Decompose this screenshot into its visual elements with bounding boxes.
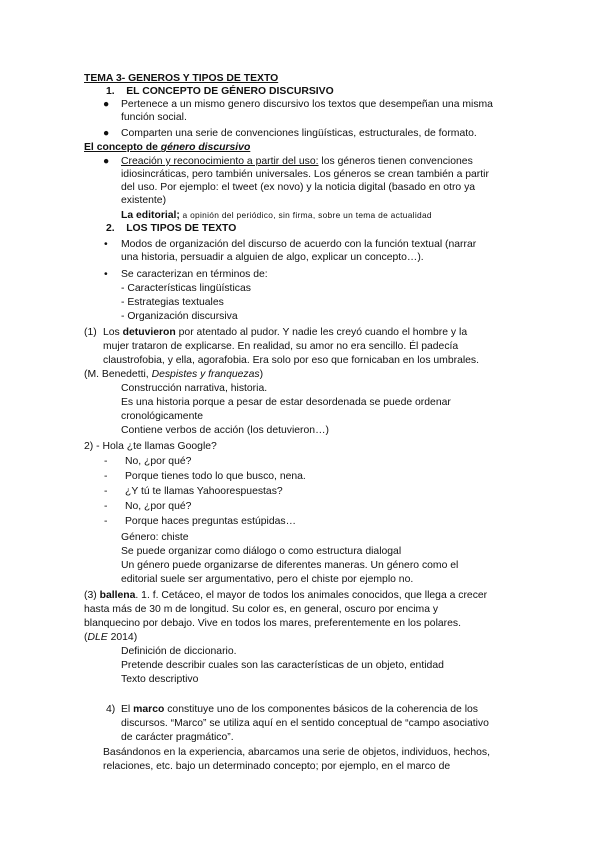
ex4-line-3: de carácter pragmático”.: [121, 732, 234, 743]
ex1-note-4: Contiene verbos de acción (los detuvieron…): [121, 425, 329, 436]
s2-item-3: - Organización discursiva: [121, 311, 238, 322]
dialog-line: Porque tienes todo lo que busco, nena.: [125, 471, 306, 482]
concept-bullet-line-4: existente): [121, 195, 167, 206]
ex3-source-em: DLE: [87, 632, 108, 643]
ex3-number: (3): [84, 590, 100, 601]
ex3-note-2: Pretende describir cuales son las características de un objeto, entidad: [121, 660, 444, 671]
dialog-dash: -: [104, 501, 108, 512]
ex3-line-1: [84, 590, 487, 603]
concept-label-pre: El concepto de: [84, 142, 161, 153]
ex1-line-1: [103, 327, 467, 340]
ex2-note-2: Se puede organizar como diálogo o como estructura dialogal: [121, 546, 402, 557]
ex1-line-1-pre: Los: [103, 327, 123, 338]
section-1-heading: 1. EL CONCEPTO DE GÉNERO DISCURSIVO: [106, 86, 334, 97]
editorial-label: La editorial;: [121, 210, 180, 221]
s2-item-1: - Características lingüísticas: [121, 283, 251, 294]
ex4-line-1: [121, 704, 478, 717]
ex4-line-1-bold: marco: [133, 704, 165, 715]
dialog-line: ¿Y tú te llamas Yahoorespuestas?: [125, 486, 283, 497]
ex1-source-post: ): [259, 369, 264, 380]
bullet-icon: ●: [103, 128, 110, 139]
s1-bullet-2: Comparten una serie de convenciones lingüísticas, estructurales, de formato.: [121, 128, 477, 139]
ex3-line-3: blanquecino por debajo. Vive en todos los mares, preferentemente en los polares.: [84, 618, 461, 629]
dialog-line: No, ¿por qué?: [125, 501, 192, 512]
dot-icon: •: [104, 239, 108, 250]
page-title: TEMA 3- GENEROS Y TIPOS DE TEXTO: [84, 73, 279, 84]
ex1-line-2: mujer trataron de explicarse. En realidad, su amor no era sencillo. Él padecía: [103, 341, 459, 352]
s2-bullet-1-line-1: Modos de organización del discurso de acuerdo con la función textual (narrar: [121, 239, 477, 250]
section-2-heading: 2. LOS TIPOS DE TEXTO: [106, 223, 237, 234]
ex4-line-1-post: constituye uno de los componentes básicos de la coherencia de los: [164, 704, 478, 715]
ex4-paragraph-line-1: Basándonos en la experiencia, abarcamos una serie de objetos, individuos, hechos,: [103, 747, 491, 758]
ex3-source-pre: (: [84, 632, 88, 643]
concept-label: [84, 142, 250, 155]
s2-bullet-2: Se caracterizan en términos de:: [121, 269, 268, 280]
concept-bullet-line-3: del uso. Por ejemplo: el tweet (ex novo) y la noticia digital (basado en otro ya: [121, 182, 476, 193]
s2-item-2: - Estrategias textuales: [121, 297, 224, 308]
s1-bullet-1-line-1: Pertenece a un mismo genero discursivo los textos que desempeñan una misma: [121, 99, 493, 110]
editorial-text: a opinión del periódico, sin firma, sobre un tema de actualidad: [179, 210, 432, 220]
dialog-line: No, ¿por qué?: [125, 456, 192, 467]
concept-bullet-rest: los géneros tienen convenciones: [318, 156, 473, 167]
dialog-line: Porque haces preguntas estúpidas…: [125, 516, 296, 527]
concept-bullet-head: Creación y reconocimiento a partir del uso:: [121, 156, 319, 167]
ex1-line-3: claustrofobia, y ella, agorafobia. Era solo por eso que fornicaban en los umbrales.: [103, 355, 480, 366]
bullet-icon: ●: [103, 156, 110, 167]
ex3-word: ballena: [99, 590, 136, 601]
dialog-dash: -: [104, 486, 108, 497]
ex1-source-pre: (M. Benedetti,: [84, 369, 152, 380]
dialog-dash: -: [104, 471, 108, 482]
s2-bullet-1-line-2: una historia, persuadir a alguien de algo, explicar un concepto…).: [121, 252, 424, 263]
dialog-dash: -: [104, 516, 108, 527]
concept-bullet-line-2: idiosincráticas, pero también universales. Los géneros se crean también a partir: [121, 169, 489, 180]
concept-bullet-line-1: [121, 156, 473, 169]
ex1-line-1-bold: detuvieron: [122, 327, 176, 338]
ex3-note-1: Definición de diccionario.: [121, 646, 237, 657]
ex1-note-3: cronológicamente: [121, 411, 204, 422]
ex2-head: 2) - Hola ¿te llamas Google?: [84, 441, 217, 452]
ex1-number: (1): [84, 327, 97, 338]
ex3-note-3: Texto descriptivo: [121, 674, 199, 685]
ex1-source-em: Despistes y franquezas: [151, 369, 260, 380]
ex2-note-1: Género: chiste: [121, 532, 189, 543]
ex2-note-3: Un género puede organizarse de diferentes maneras. Un género como el: [121, 560, 459, 571]
ex1-note-1: Construcción narrativa, historia.: [121, 383, 268, 394]
ex1-note-2: Es una historia porque a pesar de estar desordenada se puede ordenar: [121, 397, 451, 408]
ex4-line-2: discursos. “Marco” se utiliza aquí en el sentido conceptual de “campo asociativo: [121, 718, 489, 729]
concept-label-em: género discursivo: [160, 142, 251, 153]
ex4-paragraph-line-2: relaciones, etc. bajo un determinado concepto; por ejemplo, en el marco de: [103, 761, 451, 772]
ex3-source: [84, 632, 137, 645]
ex3-source-post: 2014): [107, 632, 138, 643]
ex1-source: [84, 369, 263, 382]
ex3-line-2: hasta más de 30 m de longitud. Su color es, en general, oscuro por encima y: [84, 604, 439, 615]
dot-icon: •: [104, 269, 108, 280]
dialog-dash: -: [104, 456, 108, 467]
ex3-line-1-post: . 1. f. Cetáceo, el mayor de todos los animales conocidos, que llega a crecer: [135, 590, 488, 601]
bullet-icon: ●: [103, 99, 110, 110]
ex1-line-1-post: por atentado al pudor. Y nadie les creyó cuando el hombre y la: [175, 327, 468, 338]
ex4-number: 4): [106, 704, 116, 715]
ex2-note-4: editorial suele ser argumentativo, pero el chiste por ejemplo no.: [121, 574, 414, 585]
ex4-line-1-pre: El: [121, 704, 134, 715]
editorial-line: [121, 209, 432, 223]
s1-bullet-1-line-2: función social.: [121, 112, 187, 123]
